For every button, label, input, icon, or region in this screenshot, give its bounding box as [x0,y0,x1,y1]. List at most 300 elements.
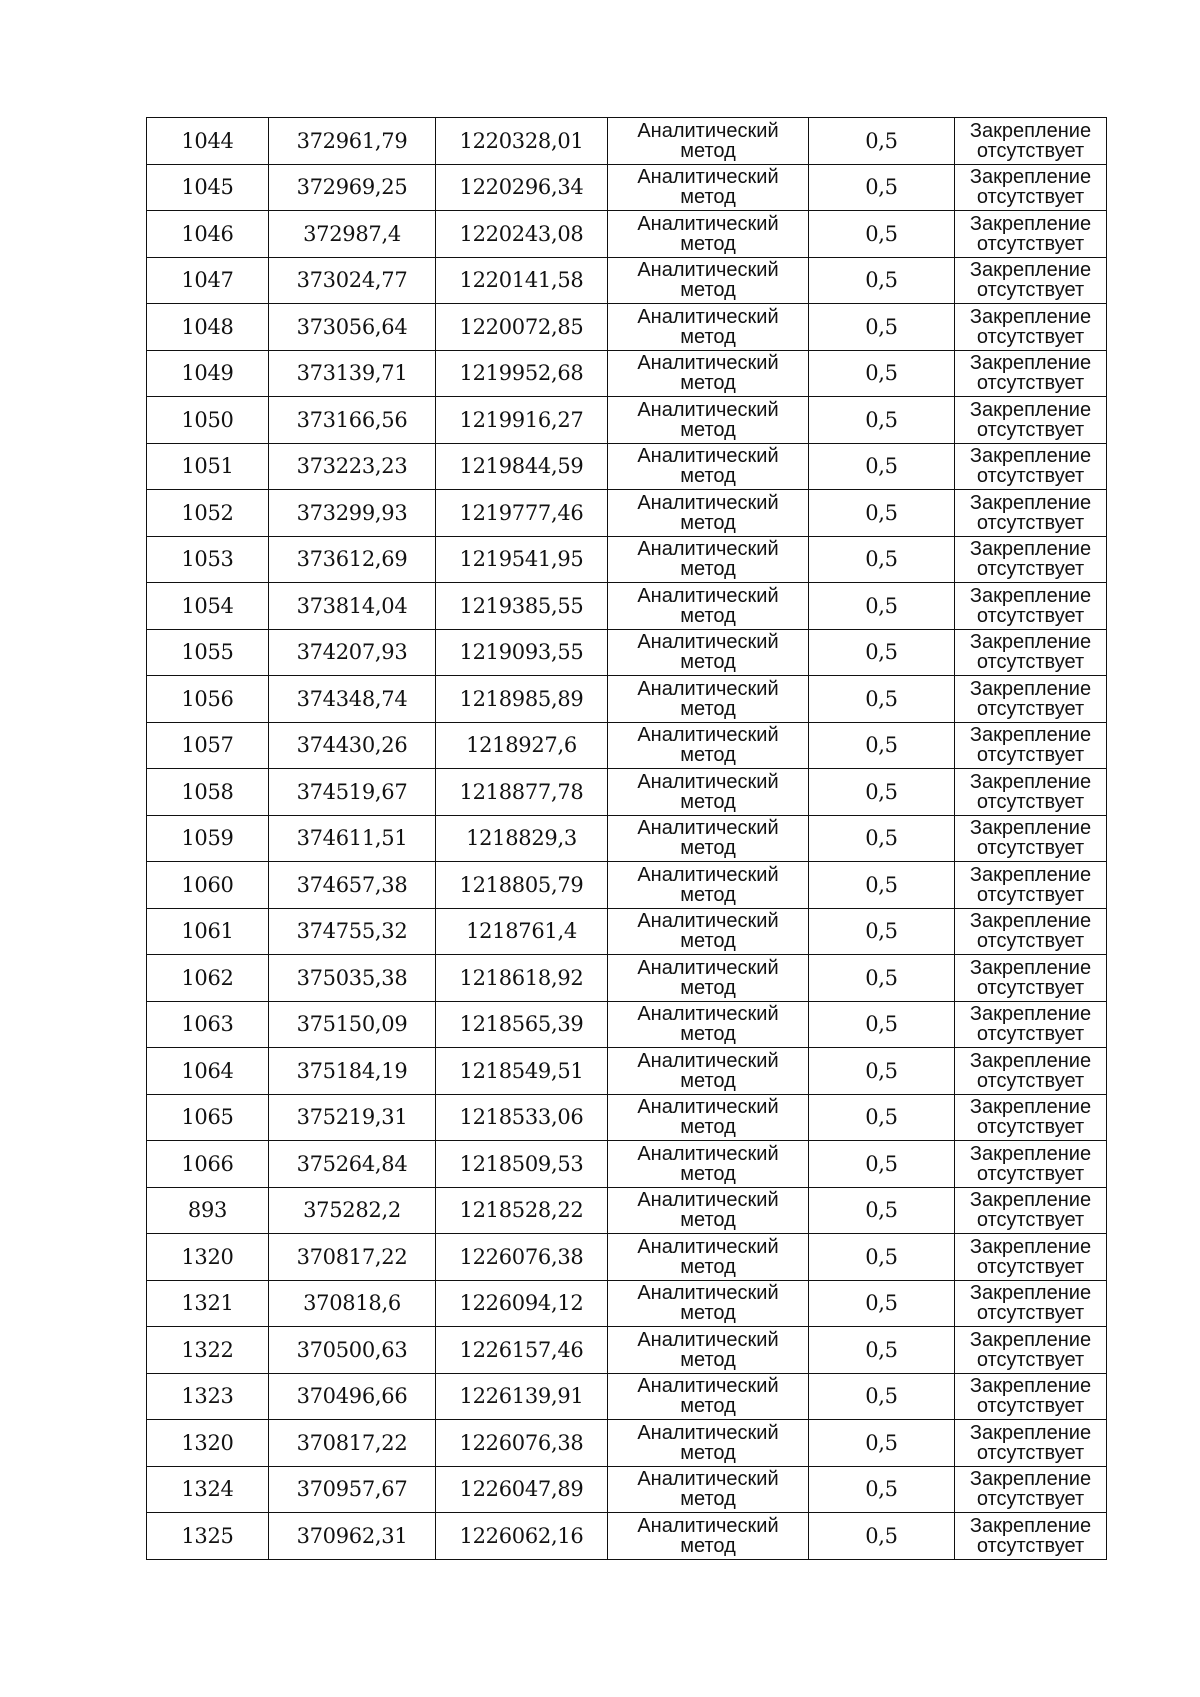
method-cell [608,1513,809,1560]
accuracy-cell: 0,5 [809,583,955,630]
point-number-cell: 1047 [147,257,269,304]
point-number-cell: 1058 [147,769,269,816]
method-line-1: Аналитический [637,1468,779,1491]
y-coordinate-cell: 1218549,51 [436,1048,608,1095]
method-cell [608,304,809,351]
point-number-cell: 1321 [147,1280,269,1327]
coordinates-table-body [147,118,1107,1560]
method-line-2: метод [680,1488,736,1511]
point-number-cell: 1323 [147,1373,269,1420]
point-number-cell: 1320 [147,1234,269,1281]
y-coordinate-cell: 1218509,53 [436,1141,608,1188]
method-cell [608,955,809,1002]
fixing-line-2: отсутствует [976,976,1085,999]
fixing-line-1: Закрепление [969,491,1092,514]
method-cell [608,815,809,862]
fixing-line-1: Закрепление [969,1096,1092,1119]
method-cell [608,722,809,769]
point-number-cell: 1045 [147,164,269,211]
accuracy-cell: 0,5 [809,536,955,583]
fixing-line-1: Закрепление [969,1235,1092,1258]
x-coordinate-cell: 375264,84 [269,1141,436,1188]
fixing-line-1: Закрепление [969,677,1092,700]
y-coordinate-cell: 1226157,46 [436,1327,608,1374]
method-line-1: Аналитический [637,491,779,514]
method-cell [608,1327,809,1374]
method-cell [608,1420,809,1467]
x-coordinate-cell: 370818,6 [269,1280,436,1327]
y-coordinate-cell: 1219952,68 [436,350,608,397]
method-line-2: метод [680,604,736,627]
y-coordinate-cell: 1220328,01 [436,118,608,165]
fixing-line-2: отсутствует [976,744,1085,767]
table-row [147,397,1107,444]
y-coordinate-cell: 1218927,6 [436,722,608,769]
accuracy-cell: 0,5 [809,490,955,537]
fixing-cell [955,1373,1107,1420]
method-line-1: Аналитический [637,445,779,468]
point-number-cell: 1322 [147,1327,269,1374]
fixing-line-2: отсутствует [976,139,1085,162]
accuracy-cell: 0,5 [809,1187,955,1234]
method-line-2: метод [680,1116,736,1139]
fixing-line-1: Закрепление [969,352,1092,375]
fixing-cell [955,722,1107,769]
x-coordinate-cell: 374755,32 [269,908,436,955]
fixing-line-1: Закрепление [969,1375,1092,1398]
table-row [147,1001,1107,1048]
method-cell [608,443,809,490]
method-cell [608,676,809,723]
accuracy-cell: 0,5 [809,257,955,304]
y-coordinate-cell: 1218528,22 [436,1187,608,1234]
accuracy-cell: 0,5 [809,815,955,862]
fixing-line-2: отсутствует [976,1395,1085,1418]
fixing-line-1: Закрепление [969,584,1092,607]
fixing-line-1: Закрепление [969,305,1092,328]
table-row [147,1373,1107,1420]
table-row [147,1513,1107,1560]
fixing-cell [955,118,1107,165]
x-coordinate-cell: 370817,22 [269,1234,436,1281]
method-line-2: метод [680,790,736,813]
method-cell [608,397,809,444]
fixing-cell [955,1234,1107,1281]
point-number-cell: 1056 [147,676,269,723]
accuracy-cell: 0,5 [809,397,955,444]
table-row [147,1094,1107,1141]
x-coordinate-cell: 370496,66 [269,1373,436,1420]
table-row [147,815,1107,862]
fixing-line-2: отсутствует [976,1441,1085,1464]
fixing-line-1: Закрепление [969,863,1092,886]
fixing-line-1: Закрепление [969,1189,1092,1212]
table-row [147,1327,1107,1374]
x-coordinate-cell: 373166,56 [269,397,436,444]
point-number-cell: 1049 [147,350,269,397]
fixing-line-2: отсутствует [976,790,1085,813]
table-row [147,1234,1107,1281]
table-row [147,583,1107,630]
fixing-cell [955,1513,1107,1560]
method-line-1: Аналитический [637,1235,779,1258]
fixing-cell [955,955,1107,1002]
x-coordinate-cell: 373139,71 [269,350,436,397]
x-coordinate-cell: 374611,51 [269,815,436,862]
fixing-cell [955,1001,1107,1048]
fixing-line-2: отсутствует [976,511,1085,534]
point-number-cell: 1063 [147,1001,269,1048]
fixing-cell [955,1327,1107,1374]
method-line-1: Аналитический [637,770,779,793]
fixing-cell [955,1466,1107,1513]
fixing-line-2: отсутствует [976,186,1085,209]
table-row [147,908,1107,955]
table-row [147,350,1107,397]
point-number-cell: 1044 [147,118,269,165]
table-row [147,955,1107,1002]
method-cell [608,1048,809,1095]
table-row [147,304,1107,351]
y-coordinate-cell: 1226094,12 [436,1280,608,1327]
fixing-line-2: отсутствует [976,1069,1085,1092]
y-coordinate-cell: 1226076,38 [436,1234,608,1281]
method-cell [608,769,809,816]
method-line-1: Аналитический [637,863,779,886]
method-line-1: Аналитический [637,1003,779,1026]
accuracy-cell: 0,5 [809,955,955,1002]
fixing-cell [955,350,1107,397]
fixing-cell [955,211,1107,258]
method-line-1: Аналитический [637,212,779,235]
point-number-cell: 1060 [147,862,269,909]
method-cell [608,536,809,583]
y-coordinate-cell: 1220296,34 [436,164,608,211]
method-cell [608,1234,809,1281]
method-line-2: метод [680,744,736,767]
y-coordinate-cell: 1219541,95 [436,536,608,583]
fixing-line-1: Закрепление [969,1514,1092,1537]
fixing-line-2: отсутствует [976,1162,1085,1185]
method-cell [608,629,809,676]
y-coordinate-cell: 1220243,08 [436,211,608,258]
table-row [147,862,1107,909]
accuracy-cell: 0,5 [809,1466,955,1513]
table-row [147,1048,1107,1095]
fixing-line-1: Закрепление [969,770,1092,793]
method-cell [608,1141,809,1188]
y-coordinate-cell: 1220072,85 [436,304,608,351]
method-line-1: Аналитический [637,910,779,933]
accuracy-cell: 0,5 [809,862,955,909]
point-number-cell: 1055 [147,629,269,676]
x-coordinate-cell: 372987,4 [269,211,436,258]
method-cell [608,908,809,955]
point-number-cell: 1324 [147,1466,269,1513]
method-line-1: Аналитический [637,119,779,142]
y-coordinate-cell: 1218533,06 [436,1094,608,1141]
method-line-2: метод [680,372,736,395]
method-cell [608,257,809,304]
method-line-1: Аналитический [637,584,779,607]
fixing-line-2: отсутствует [976,1302,1085,1325]
x-coordinate-cell: 374657,38 [269,862,436,909]
fixing-line-2: отсутствует [976,279,1085,302]
point-number-cell: 1325 [147,1513,269,1560]
method-cell [608,118,809,165]
x-coordinate-cell: 375035,38 [269,955,436,1002]
accuracy-cell: 0,5 [809,118,955,165]
method-line-2: метод [680,930,736,953]
y-coordinate-cell: 1226062,16 [436,1513,608,1560]
y-coordinate-cell: 1220141,58 [436,257,608,304]
point-number-cell: 1053 [147,536,269,583]
x-coordinate-cell: 373814,04 [269,583,436,630]
method-cell [608,1187,809,1234]
method-line-2: метод [680,976,736,999]
fixing-cell [955,1048,1107,1095]
method-line-2: метод [680,1255,736,1278]
method-line-1: Аналитический [637,259,779,282]
accuracy-cell: 0,5 [809,1234,955,1281]
fixing-cell [955,257,1107,304]
table-row [147,257,1107,304]
method-line-2: метод [680,1348,736,1371]
method-line-2: метод [680,1209,736,1232]
fixing-line-2: отсутствует [976,558,1085,581]
x-coordinate-cell: 370817,22 [269,1420,436,1467]
fixing-line-2: отсутствует [976,232,1085,255]
y-coordinate-cell: 1219385,55 [436,583,608,630]
fixing-line-2: отсутствует [976,1348,1085,1371]
point-number-cell: 1066 [147,1141,269,1188]
x-coordinate-cell: 375219,31 [269,1094,436,1141]
fixing-cell [955,676,1107,723]
fixing-line-2: отсутствует [976,418,1085,441]
point-number-cell: 1061 [147,908,269,955]
point-number-cell: 1057 [147,722,269,769]
method-line-1: Аналитический [637,1514,779,1537]
y-coordinate-cell: 1218829,3 [436,815,608,862]
point-number-cell: 1065 [147,1094,269,1141]
point-number-cell: 1051 [147,443,269,490]
y-coordinate-cell: 1218985,89 [436,676,608,723]
fixing-cell [955,908,1107,955]
y-coordinate-cell: 1219093,55 [436,629,608,676]
fixing-line-2: отсутствует [976,465,1085,488]
method-line-1: Аналитический [637,1049,779,1072]
table-row [147,443,1107,490]
y-coordinate-cell: 1226139,91 [436,1373,608,1420]
fixing-line-2: отсутствует [976,837,1085,860]
fixing-line-2: отсутствует [976,1023,1085,1046]
method-line-2: метод [680,1023,736,1046]
fixing-line-1: Закрепление [969,166,1092,189]
method-line-1: Аналитический [637,817,779,840]
point-number-cell: 1320 [147,1420,269,1467]
y-coordinate-cell: 1226047,89 [436,1466,608,1513]
table-row [147,490,1107,537]
fixing-line-1: Закрепление [969,910,1092,933]
fixing-line-2: отсутствует [976,930,1085,953]
method-cell [608,583,809,630]
fixing-line-2: отсутствует [976,1209,1085,1232]
accuracy-cell: 0,5 [809,304,955,351]
method-line-2: метод [680,465,736,488]
fixing-line-1: Закрепление [969,1003,1092,1026]
point-number-cell: 1059 [147,815,269,862]
accuracy-cell: 0,5 [809,1141,955,1188]
x-coordinate-cell: 373299,93 [269,490,436,537]
x-coordinate-cell: 374519,67 [269,769,436,816]
x-coordinate-cell: 372961,79 [269,118,436,165]
x-coordinate-cell: 370962,31 [269,1513,436,1560]
table-row [147,211,1107,258]
table-row [147,769,1107,816]
method-line-2: метод [680,418,736,441]
point-number-cell: 1046 [147,211,269,258]
point-number-cell: 1062 [147,955,269,1002]
point-number-cell: 1052 [147,490,269,537]
fixing-line-1: Закрепление [969,212,1092,235]
fixing-line-1: Закрепление [969,631,1092,654]
method-line-2: метод [680,558,736,581]
point-number-cell: 1054 [147,583,269,630]
x-coordinate-cell: 374207,93 [269,629,436,676]
method-line-1: Аналитический [637,1375,779,1398]
method-line-2: метод [680,232,736,255]
table-row [147,1466,1107,1513]
fixing-line-1: Закрепление [969,1142,1092,1165]
y-coordinate-cell: 1218877,78 [436,769,608,816]
accuracy-cell: 0,5 [809,1280,955,1327]
fixing-line-1: Закрепление [969,956,1092,979]
method-line-1: Аналитический [637,1421,779,1444]
fixing-line-2: отсутствует [976,372,1085,395]
accuracy-cell: 0,5 [809,676,955,723]
accuracy-cell: 0,5 [809,443,955,490]
method-line-2: метод [680,651,736,674]
accuracy-cell: 0,5 [809,164,955,211]
fixing-line-2: отсутствует [976,651,1085,674]
method-cell [608,350,809,397]
method-cell [608,1466,809,1513]
fixing-line-2: отсутствует [976,1488,1085,1511]
accuracy-cell: 0,5 [809,1373,955,1420]
fixing-line-1: Закрепление [969,538,1092,561]
method-line-1: Аналитический [637,1282,779,1305]
method-line-1: Аналитический [637,166,779,189]
accuracy-cell: 0,5 [809,1420,955,1467]
fixing-cell [955,164,1107,211]
method-line-1: Аналитический [637,398,779,421]
method-cell [608,1001,809,1048]
accuracy-cell: 0,5 [809,769,955,816]
table-row [147,1420,1107,1467]
y-coordinate-cell: 1218805,79 [436,862,608,909]
fixing-line-2: отсутствует [976,1116,1085,1139]
method-line-2: метод [680,1069,736,1092]
x-coordinate-cell: 373612,69 [269,536,436,583]
fixing-cell [955,583,1107,630]
fixing-cell [955,769,1107,816]
method-line-2: метод [680,186,736,209]
table-row [147,118,1107,165]
accuracy-cell: 0,5 [809,350,955,397]
accuracy-cell: 0,5 [809,1513,955,1560]
method-cell [608,1280,809,1327]
fixing-cell [955,443,1107,490]
fixing-line-1: Закрепление [969,1421,1092,1444]
method-line-2: метод [680,325,736,348]
table-row [147,629,1107,676]
fixing-line-1: Закрепление [969,1328,1092,1351]
method-line-1: Аналитический [637,305,779,328]
x-coordinate-cell: 374348,74 [269,676,436,723]
fixing-cell [955,1420,1107,1467]
method-line-2: метод [680,1302,736,1325]
fixing-line-1: Закрепление [969,1468,1092,1491]
accuracy-cell: 0,5 [809,722,955,769]
y-coordinate-cell: 1218761,4 [436,908,608,955]
x-coordinate-cell: 373056,64 [269,304,436,351]
method-line-2: метод [680,1441,736,1464]
fixing-line-2: отсутствует [976,697,1085,720]
y-coordinate-cell: 1218618,92 [436,955,608,1002]
table-row [147,536,1107,583]
method-line-1: Аналитический [637,677,779,700]
method-line-2: метод [680,1395,736,1418]
method-cell [608,862,809,909]
x-coordinate-cell: 375282,2 [269,1187,436,1234]
fixing-line-1: Закрепление [969,724,1092,747]
method-line-2: метод [680,511,736,534]
fixing-line-2: отсутствует [976,1534,1085,1557]
fixing-cell [955,1187,1107,1234]
y-coordinate-cell: 1226076,38 [436,1420,608,1467]
y-coordinate-cell: 1219777,46 [436,490,608,537]
table-row [147,722,1107,769]
x-coordinate-cell: 370957,67 [269,1466,436,1513]
table-row [147,1187,1107,1234]
fixing-cell [955,1094,1107,1141]
fixing-cell [955,629,1107,676]
accuracy-cell: 0,5 [809,1094,955,1141]
fixing-line-1: Закрепление [969,1049,1092,1072]
fixing-line-2: отсутствует [976,325,1085,348]
method-line-2: метод [680,883,736,906]
fixing-line-1: Закрепление [969,1282,1092,1305]
fixing-line-1: Закрепление [969,445,1092,468]
method-line-2: метод [680,1534,736,1557]
accuracy-cell: 0,5 [809,1048,955,1095]
x-coordinate-cell: 375184,19 [269,1048,436,1095]
method-line-1: Аналитический [637,956,779,979]
coordinates-table [146,117,1107,1560]
method-line-1: Аналитический [637,631,779,654]
y-coordinate-cell: 1219844,59 [436,443,608,490]
fixing-line-2: отсутствует [976,883,1085,906]
x-coordinate-cell: 373024,77 [269,257,436,304]
table-row [147,676,1107,723]
x-coordinate-cell: 370500,63 [269,1327,436,1374]
table-row [147,1141,1107,1188]
fixing-cell [955,536,1107,583]
point-number-cell: 1064 [147,1048,269,1095]
fixing-cell [955,397,1107,444]
method-cell [608,490,809,537]
method-line-1: Аналитический [637,352,779,375]
